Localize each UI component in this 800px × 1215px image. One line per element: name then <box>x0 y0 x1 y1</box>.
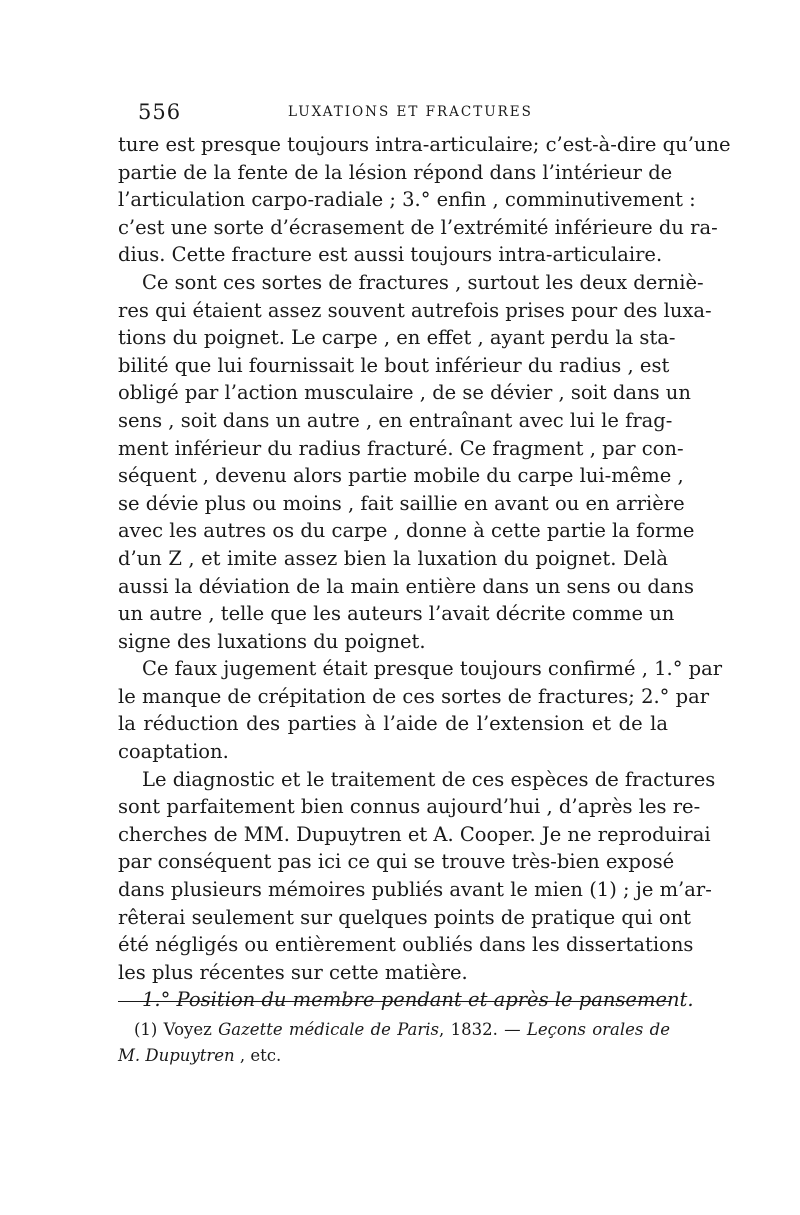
footnote-lectures: Leçons orales de <box>526 1020 671 1039</box>
text-line: sont parfaitement bien connus aujourd’hui , d’après les re- <box>118 795 701 819</box>
text-line: cherches de MM. Dupuytren et A. Cooper. Je ne reproduirai <box>118 822 711 846</box>
text-line: Ce sont ces sortes de fractures , surtout les deux derniè- <box>142 270 704 294</box>
running-title: LUXATIONS ET FRACTURES <box>288 104 533 120</box>
text-line: ment inférieur du radius fracturé. Ce fragment , par con- <box>118 436 684 460</box>
footnote-text: (1) Voyez <box>134 1020 219 1039</box>
text-line: séquent , devenu alors partie mobile du carpe lui-même , <box>118 464 684 488</box>
text-line: dans plusieurs mémoires publiés avant le mien (1) ; je m’ar- <box>118 878 712 902</box>
text-line: dius. Cette fracture est aussi toujours intra-articulaire. <box>118 243 663 267</box>
body-text <box>118 131 731 1014</box>
text-line: un autre , telle que les auteurs l’avait décrite comme un <box>118 602 675 626</box>
text-line: res qui étaient assez souvent autrefois prises pour des luxa- <box>118 298 712 322</box>
text-line: l’articulation carpo-radiale ; 3.° enfin , comminutivement : <box>118 188 696 212</box>
text-line: avec les autres os du carpe , donne à cette partie la forme <box>118 519 695 543</box>
text-line: Ce faux jugement était presque toujours confirmé , 1.° par <box>142 657 723 681</box>
footnote-line <box>118 1017 670 1043</box>
page-number: 556 <box>138 100 182 124</box>
text-line: tions du poignet. Le carpe , en effet , ayant perdu la sta- <box>118 326 676 350</box>
text-line: le manque de crépitation de ces sortes de fractures; 2.° par <box>118 684 710 708</box>
footnote <box>118 1017 670 1069</box>
text-line: se dévie plus ou moins , fait saillie en avant ou en arrière <box>118 491 685 515</box>
text-line: signe des luxations du poignet. <box>118 629 426 653</box>
text-line: coaptation. <box>118 740 229 764</box>
footnote-text: , etc. <box>234 1046 282 1065</box>
text-line: d’un Z , et imite assez bien la luxation du poignet. Delà <box>118 546 668 570</box>
text-line: la réduction des parties à l’aide de l’extension et de la <box>118 712 668 736</box>
footnote-rule <box>118 1001 670 1002</box>
text-line: partie de la fente de la lésion répond dans l’intérieur de <box>118 160 673 184</box>
text-line: par conséquent pas ici ce qui se trouve très-bien exposé <box>118 850 675 874</box>
text-line: rêterai seulement sur quelques points de pratique qui ont <box>118 905 691 929</box>
footnote-journal: Gazette médicale de Paris <box>218 1020 440 1039</box>
footnote-text: , 1832. — <box>439 1020 527 1039</box>
section-heading: 1.° Position du membre pendant et après le pansement. <box>142 988 694 1012</box>
text-line: été négligés ou entièrement oubliés dans les dissertations <box>118 933 694 957</box>
footnote-line <box>118 1043 670 1069</box>
text-line: aussi la déviation de la main entière dans un sens ou dans <box>118 574 695 598</box>
text-line: les plus récentes sur cette matière. <box>118 960 468 984</box>
text-line: Le diagnostic et le traitement de ces espèces de fractures <box>142 767 716 791</box>
footnote-author: M. Dupuytren <box>118 1046 235 1065</box>
page-header <box>138 100 668 124</box>
text-line: c’est une sorte d’écrasement de l’extrémité inférieure du ra- <box>118 215 718 239</box>
text-line: sens , soit dans un autre , en entraînant avec lui le frag- <box>118 408 673 432</box>
text-line: obligé par l’action musculaire , de se dévier , soit dans un <box>118 381 691 405</box>
text-line: ture est presque toujours intra-articulaire; c’est-à-dire qu’une <box>118 133 731 156</box>
text-line: bilité que lui fournissait le bout inférieur du radius , est <box>118 353 670 377</box>
